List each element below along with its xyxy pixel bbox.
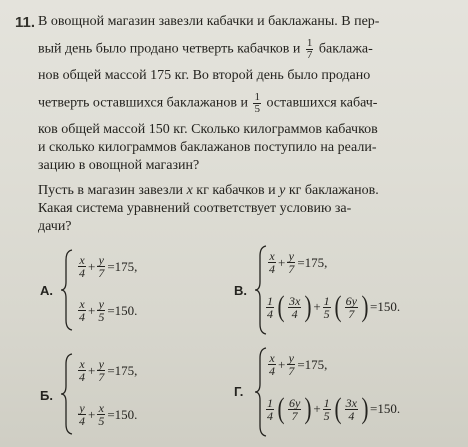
text-line-3: нов общей массой 175 кг. Во второй день было продано [38,68,371,83]
option-b-brace [60,352,74,436]
text-line-5: ков общей массой 150 кг. Сколько килограммов кабачков [38,122,378,137]
text-line-6: и сколько килограммов баклажанов поступило на реали- [38,140,377,155]
text-line-2: вый день было продано четверть кабачков и $\frac{1}{7}$ баклажа- [38,37,373,61]
option-b-letter: Б. [40,388,53,403]
option-a-letter: А. [40,283,53,298]
option-a-eq2: $\frac{x}{4}$ + $\frac{y}{5}$ =150. [79,297,138,324]
text-line-9: Какая система уравнений соответствует условию за- [38,201,352,216]
text-line-10: дачи? [38,219,72,234]
text-line-8: Пусть в магазин завезли x кг кабачков и y кг баклажанов. [38,183,379,198]
text-line-7: зацию в овощной магазин? [38,158,200,173]
option-g-letter: Г. [234,384,244,399]
text-line-1: В овощной магазин завезли кабачки и баклажаны. В пер- [38,14,380,29]
option-a-brace [60,248,74,332]
option-v-eq2: $\frac{1}{4}$ ( $\frac{3x}{4}$ ) + $\frac{1}{5}$ ( $\frac{6y}{7}$ ) =150. [267,290,401,323]
problem-number: 11. [15,14,36,31]
option-v-letter: В. [234,283,247,298]
option-b-eq1: $\frac{x}{4}$ + $\frac{y}{7}$ =175, [79,357,138,384]
option-g-eq1: $\frac{x}{4}$ + $\frac{y}{7}$ =175, [269,351,328,378]
option-a-eq1: $\frac{x}{4}$ + $\frac{y}{7}$ =175, [79,253,138,280]
option-g-eq2: $\frac{1}{4}$ ( $\frac{6y}{7}$ ) + $\frac{1}{5}$ ( $\frac{3x}{4}$ ) =150. [267,392,401,425]
fraction-one-seventh: $\frac{1}{7}$ [306,37,313,61]
option-v-eq1: $\frac{x}{4}$ + $\frac{y}{7}$ =175, [269,249,328,276]
option-b-eq2: $\frac{y}{4}$ + $\frac{x}{5}$ =150. [79,401,138,428]
text-line-4: четверть оставшихся баклажанов и $\frac{1}{5}$ оставшихся кабач- [38,91,378,115]
fraction-one-fifth: $\frac{1}{5}$ [254,91,260,115]
